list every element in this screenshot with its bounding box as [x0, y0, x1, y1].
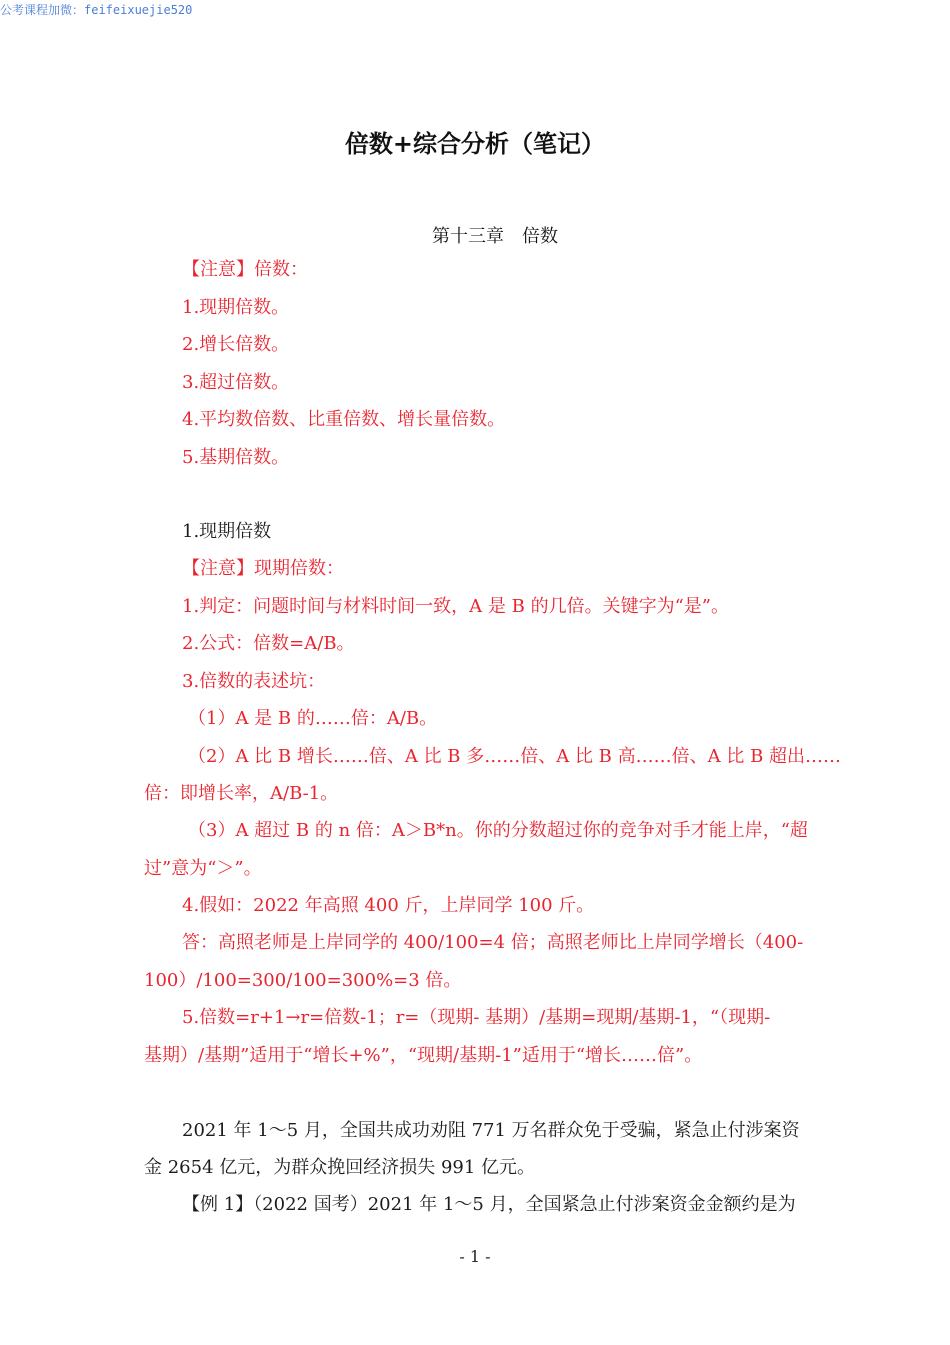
note-line: 100）/100=300/100=300%=3 倍。: [144, 970, 462, 991]
material-paragraph: 2021 年 1～5 月，全国共成功劝阻 771 万名群众免于受骗，紧急止付涉案资: [182, 1120, 800, 1141]
watermark-text: 公考课程加微：feifeixuejie520: [0, 3, 193, 17]
note-line: （3）A 超过 B 的 n 倍：A＞B*n。你的分数超过你的竞争对手才能上岸，“超: [188, 820, 808, 841]
note-line: 4.假如：2022 年高照 400 斤，上岸同学 100 斤。: [182, 895, 595, 916]
page-title: 倍数+综合分析（笔记）: [344, 130, 606, 158]
note-line: 倍：即增长率，A/B-1。: [144, 783, 339, 804]
example-label: 【例 1】: [182, 1194, 254, 1215]
note-line: 过”意为“＞”。: [144, 858, 262, 879]
note-line: （2）A 比 B 增长……倍、A 比 B 多……倍、A 比 B 高……倍、A 比 B 超出……: [188, 746, 842, 767]
example-question: [182, 1194, 796, 1216]
note-line: 答：高照老师是上岸同学的 400/100=4 倍；高照老师比上岸同学增长（400-: [182, 932, 804, 953]
section-heading: 1.现期倍数: [182, 521, 272, 542]
note-line: （1）A 是 B 的……倍：A/B。: [188, 708, 438, 729]
chapter-heading: 第十三章 倍数: [432, 226, 558, 247]
note-item: 4.平均数倍数、比重倍数、增长量倍数。: [182, 409, 506, 430]
note-item: 3.超过倍数。: [182, 372, 290, 393]
note-line: 基期）/基期”适用于“增长+%”，“现期/基期-1”适用于“增长……倍”。: [144, 1045, 703, 1066]
section-note-heading: 【注意】现期倍数：: [182, 558, 344, 579]
material-paragraph: 金 2654 亿元，为群众挽回经济损失 991 亿元。: [144, 1157, 536, 1178]
note-line: 2.公式：倍数=A/B。: [182, 633, 355, 654]
note-item: 1.现期倍数。: [182, 297, 290, 318]
page-number: - 1 -: [459, 1247, 491, 1266]
note-item: 5.基期倍数。: [182, 447, 290, 468]
note-heading: 【注意】倍数：: [182, 259, 308, 280]
example-text: （2022 国考）2021 年 1～5 月，全国紧急止付涉案资金金额约是为: [253, 1194, 796, 1215]
note-line: 5.倍数=r+1→r=倍数-1；r=（现期- 基期）/基期=现期/基期-1，“（现期-: [182, 1007, 771, 1028]
note-line: 3.倍数的表述坑：: [182, 671, 326, 692]
note-item: 2.增长倍数。: [182, 334, 290, 355]
note-line: 1.判定：问题时间与材料时间一致，A 是 B 的几倍。关键字为“是”。: [182, 596, 729, 617]
